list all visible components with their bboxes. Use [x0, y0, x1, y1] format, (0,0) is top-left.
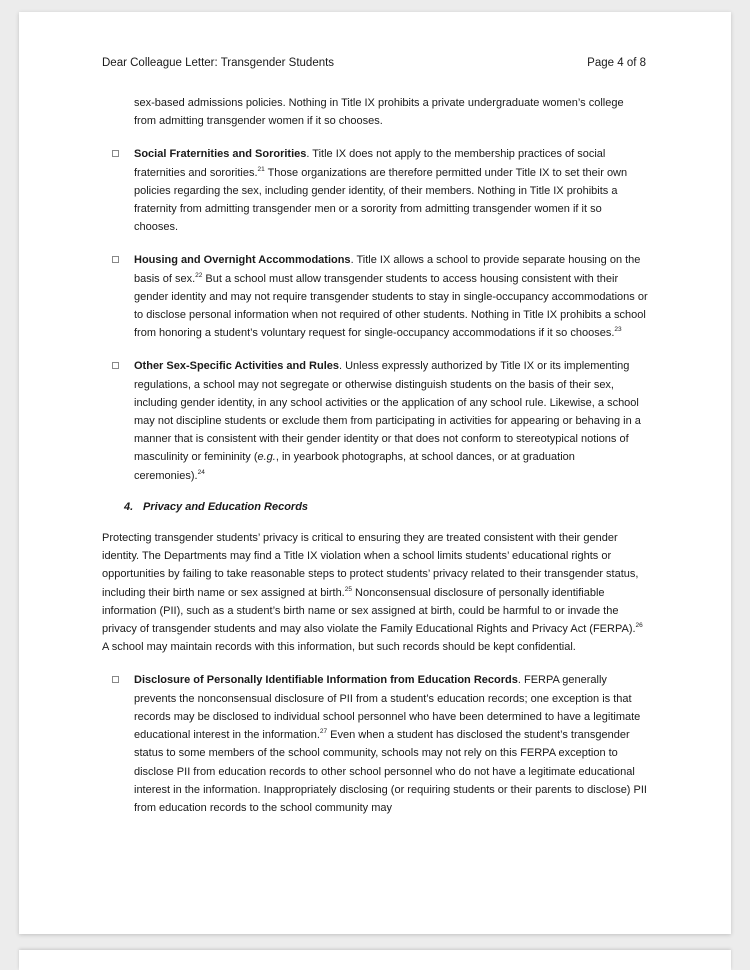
footnote-ref[interactable]: 25 — [344, 585, 352, 593]
bullet-housing — [102, 251, 648, 342]
page-number: Page 4 of 8 — [587, 57, 646, 69]
body-text: Protecting transgender students’ privacy is critical to ensuring they are treated consistent with their gender identity. The Departments may find a Title IX violation when a school limits students’ educational rights or opportunities by failing to take reasonable steps to protect students’ privacy related to their transgender status, including their birth name or sex assigned at birth. — [102, 532, 639, 599]
bullet-other-activities — [102, 357, 648, 484]
bullet-box-icon — [112, 676, 119, 683]
footnote-ref[interactable]: 24 — [197, 468, 205, 476]
footnote-ref[interactable]: 22 — [195, 271, 203, 279]
body-text: A school may maintain records with this information, but such records should be kept confidential. — [102, 641, 576, 654]
bullet-social-fraternities — [102, 145, 648, 236]
page-header — [102, 55, 646, 71]
footnote-ref[interactable]: 23 — [614, 326, 622, 334]
bullet-heading: Disclosure of Personally Identifiable Information from Education Records — [134, 674, 518, 687]
bullet-text: . Title IX does not apply to the membership practices of social fraternities and sororities. — [134, 148, 606, 179]
bullet-text: Even when a student has disclosed the student’s transgender status to some members of the school community, schools may not rely on this FERPA exception to disclose PII from education records to other school personnel who do not have a legitimate educational interest in the information. Inappropriately disclosing (or requiring students or their parents to disclose) PII from education records to the school community may — [134, 729, 647, 814]
bullet-heading: Housing and Overnight Accommodations — [134, 254, 351, 267]
page-content — [102, 94, 648, 817]
bullet-heading: Other Sex-Specific Activities and Rules — [134, 360, 339, 373]
footnote-ref[interactable]: 26 — [635, 622, 643, 630]
footnote-ref[interactable]: 21 — [257, 165, 265, 173]
footnote-ref[interactable]: 27 — [319, 728, 328, 736]
bullet-text: Those organizations are therefore permitted under Title IX to set their own policies regarding the sex, including gender identity, of their members. Nothing in Title IX prohibits a fraternity from admitting transgender men or a sorority from admitting transgender women if it so chooses. — [134, 166, 628, 234]
bullet-disclosure-pii — [102, 671, 648, 817]
document-page — [19, 12, 731, 934]
body-text: Nonconsensual disclosure of personally identifiable information (PII), such as a student’s birth name or sex assigned at birth, could be harmful to or invade the privacy of transgender students and may also violate the Family Educational Rights and Privacy Act (FERPA). — [102, 586, 636, 636]
bullet-heading: Social Fraternities and Sororities — [134, 148, 307, 161]
bullet-box-icon — [112, 362, 119, 369]
section-heading — [102, 498, 648, 516]
bullet-text: , in yearbook photographs, at school dances, or at graduation ceremonies). — [134, 451, 575, 482]
bullet-box-icon — [112, 256, 119, 263]
continued-paragraph: sex-based admissions policies. Nothing in Title IX prohibits a private undergraduate women’s college from admitting transgender women if it so chooses. — [134, 97, 624, 128]
body-paragraph — [102, 529, 648, 656]
next-page-edge — [19, 950, 731, 970]
section-number: 4. — [124, 500, 134, 513]
bullet-text: . FERPA generally prevents the nonconsensual disclosure of PII from a student’s education records; one exception is that records may be disclosed to individual school personnel who have been determined to have a legitimate educational interest in the information. — [134, 674, 641, 742]
bullet-text: But a school must allow transgender students to access housing consistent with their gender identity and may not require transgender students to stay in single-occupancy accommodations or to disclose personal information when not required of other students. Nothing in Title IX prohibits a school from honoring a student’s voluntary request for single-occupancy accommodations if it so chooses. — [134, 272, 648, 340]
bullet-text: . Title IX allows a school to provide separate housing on the basis of sex. — [134, 254, 641, 285]
header-title: Dear Colleague Letter: Transgender Students — [102, 57, 335, 69]
bullet-emphasis: e.g. — [257, 451, 276, 464]
section-title: Privacy and Education Records — [143, 500, 309, 513]
bullet-box-icon — [112, 150, 119, 157]
bullet-text: . Unless expressly authorized by Title IX or its implementing regulations, a school may not segregate or otherwise distinguish students on the basis of their sex, including gender identity, in any school activities or the application of any school rule. Likewise, a school may not discipline students or exclude them from participating in activities for appearing or behaving in a manner that is consistent with their gender identity or that does not conform to stereotypical notions of masculinity or femininity ( — [134, 360, 641, 464]
